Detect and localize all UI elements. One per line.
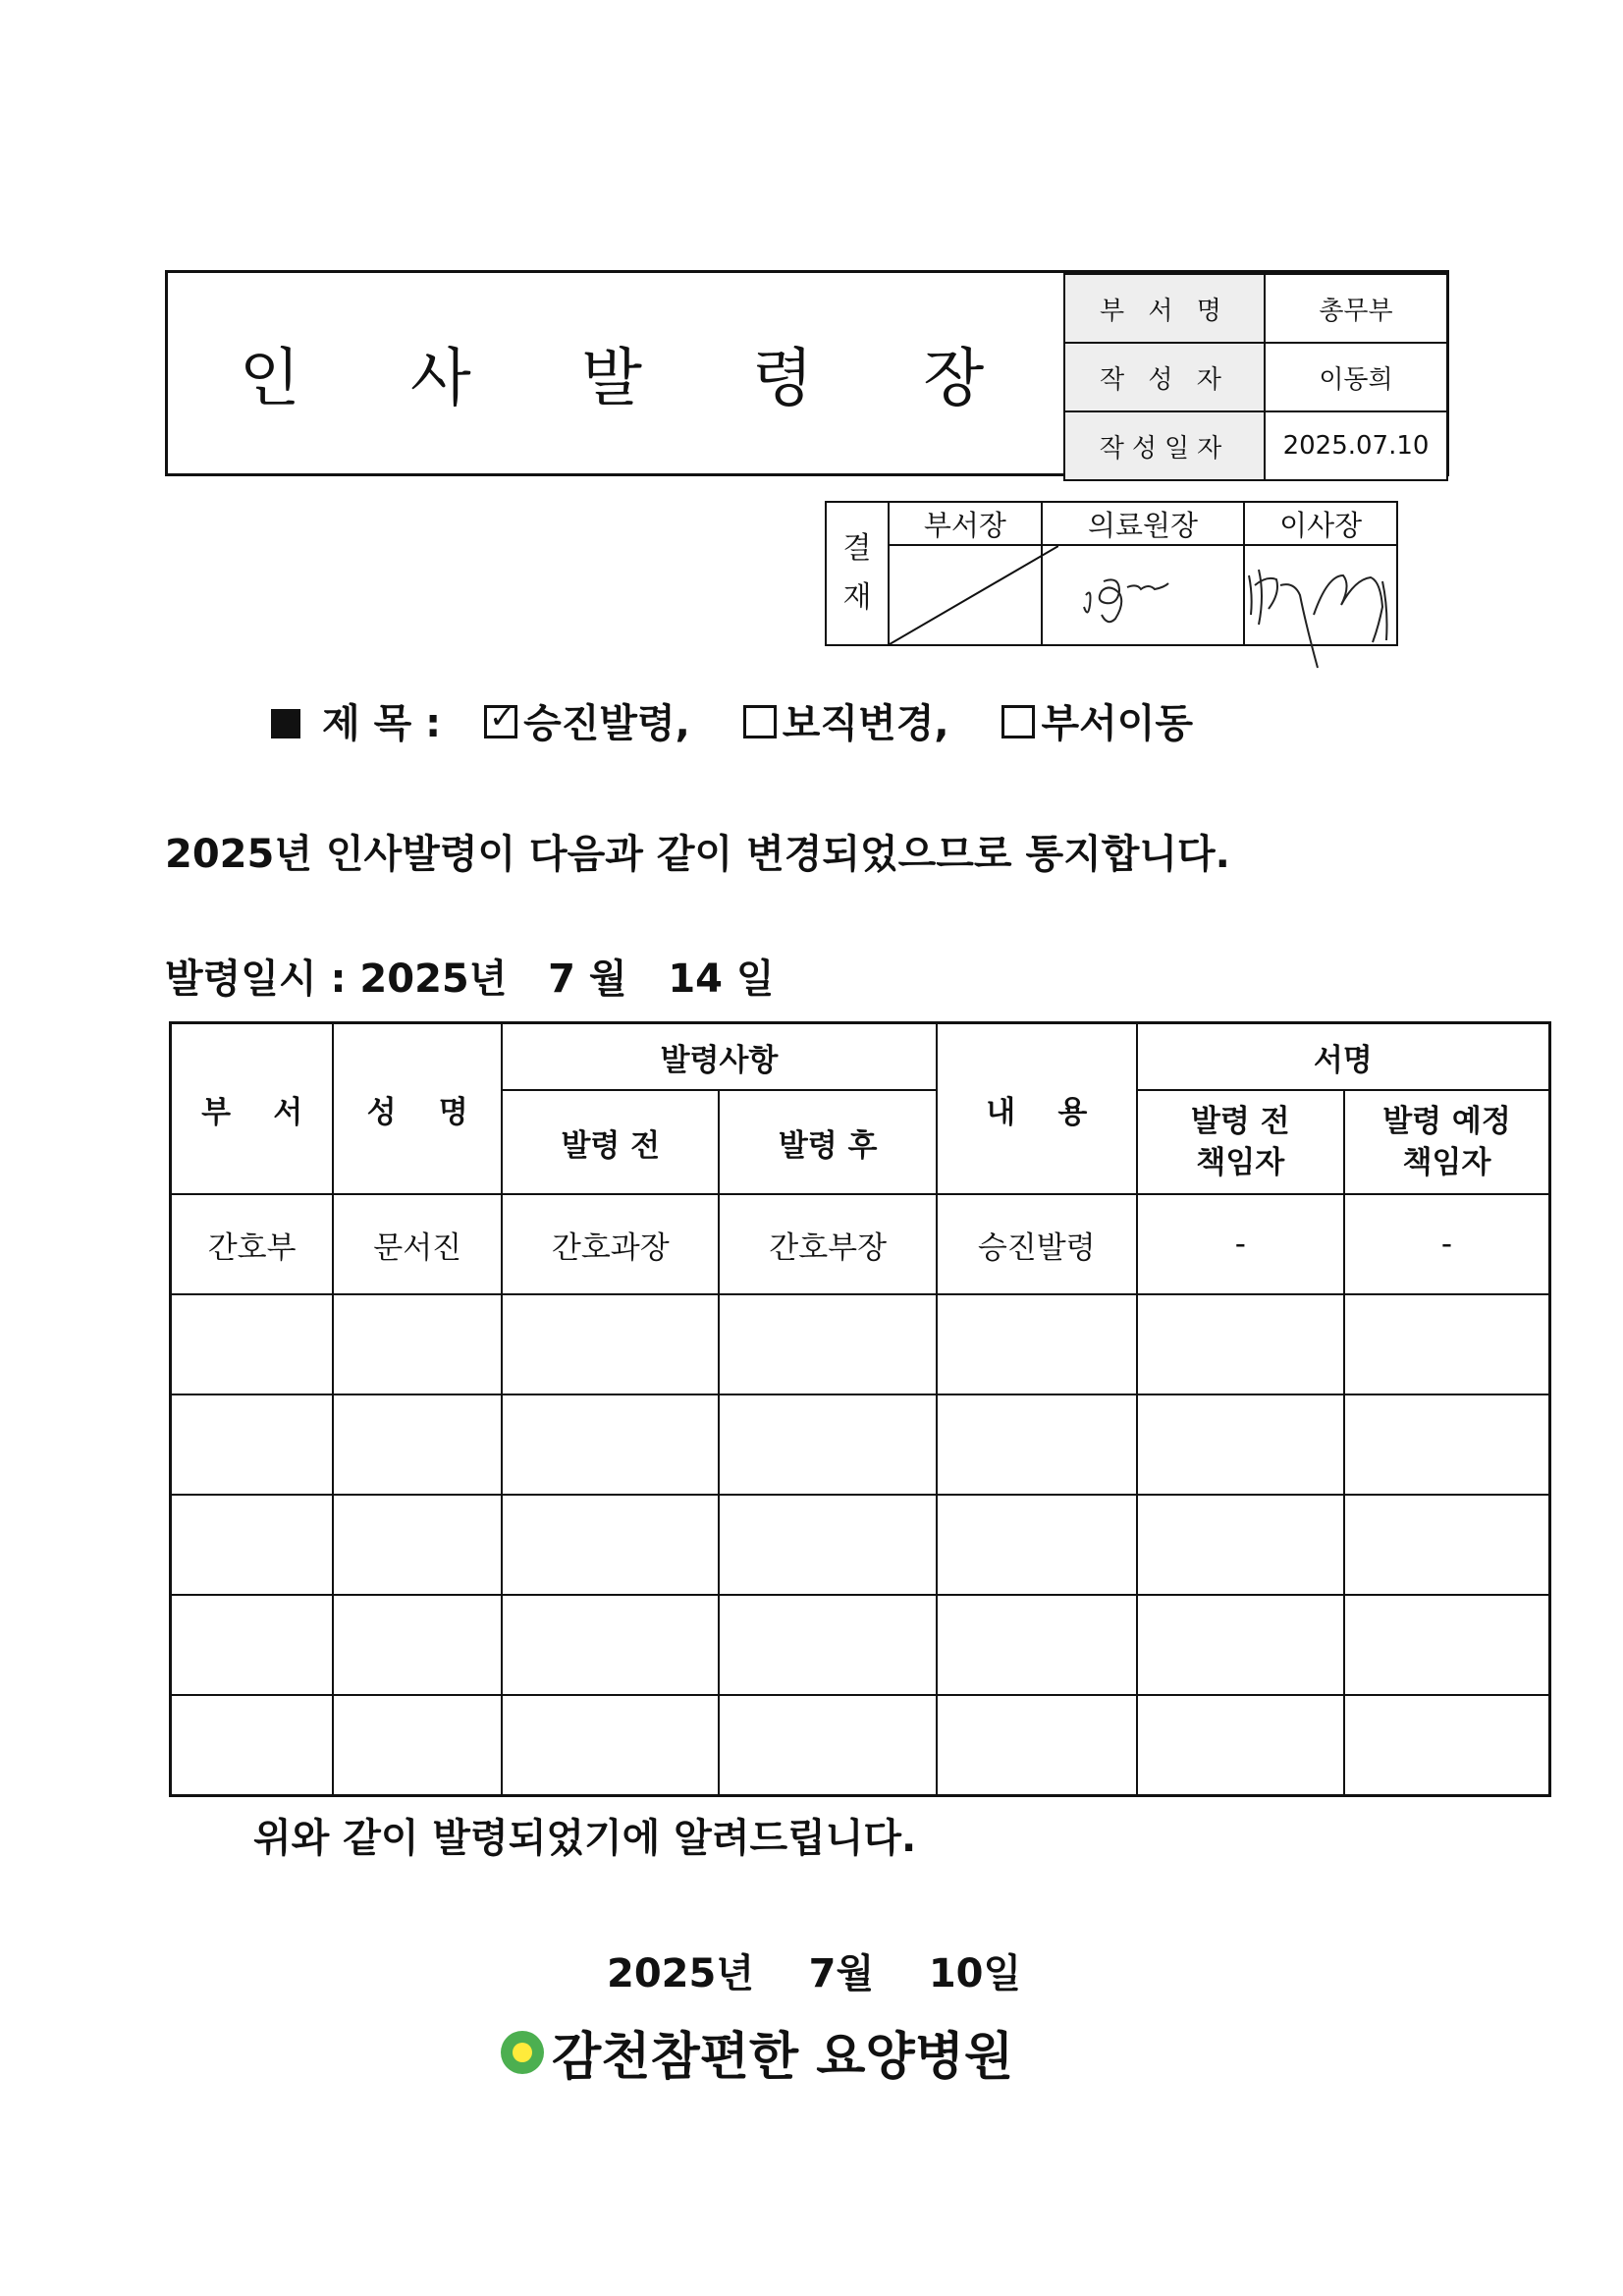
approval-role-3: 이사장 [1244, 502, 1397, 545]
cell-content [937, 1394, 1137, 1495]
cell-before [502, 1294, 719, 1394]
cell-name [333, 1294, 502, 1394]
approval-role-1: 부서장 [889, 502, 1042, 545]
header-sign-group: 서명 [1137, 1023, 1550, 1091]
diagonal-slash [890, 546, 1058, 644]
cell-sign-after [1344, 1695, 1549, 1796]
effective-date: 발령일시 : 2025년 7 월 14 일 [165, 957, 775, 1002]
approval-side-label [826, 502, 889, 645]
cell-dept [171, 1595, 334, 1695]
cell-before [502, 1394, 719, 1495]
table-row [171, 1294, 1550, 1394]
date-value: 2025.07.10 [1265, 411, 1447, 480]
cell-content [937, 1595, 1137, 1695]
hospital-logo-icon [501, 2031, 544, 2074]
header-before: 발령 전 [502, 1090, 719, 1194]
checkbox-position-icon[interactable] [743, 705, 777, 738]
header-after: 발령 후 [719, 1090, 936, 1194]
cell-after [719, 1394, 936, 1495]
cell-dept [171, 1294, 334, 1394]
subject-label: 제 목 : [322, 701, 442, 746]
cell-sign-after: - [1344, 1194, 1549, 1294]
cell-after [719, 1695, 936, 1796]
table-row [171, 1695, 1550, 1796]
option-promotion: 승진발령, [523, 701, 690, 746]
table-row [171, 1495, 1550, 1595]
cell-name [333, 1695, 502, 1796]
header-name: 성 명 [333, 1023, 502, 1195]
option-transfer: 부서이동 [1041, 701, 1194, 746]
cell-dept: 간호부 [171, 1194, 334, 1294]
handwritten-signature-2 [1245, 546, 1432, 703]
option-position-change: 보직변경, [782, 701, 949, 746]
header-dept: 부 서 [171, 1023, 334, 1195]
cell-after: 간호부장 [719, 1194, 936, 1294]
cell-before: 간호과장 [502, 1194, 719, 1294]
author-label: 작 성 자 [1064, 343, 1265, 411]
cell-sign-before [1137, 1394, 1344, 1495]
cell-name [333, 1495, 502, 1595]
cell-content [937, 1695, 1137, 1796]
cell-before [502, 1595, 719, 1695]
cell-dept [171, 1394, 334, 1495]
cell-content [937, 1495, 1137, 1595]
checkbox-transfer-icon[interactable] [1001, 705, 1035, 738]
cell-sign-after [1344, 1595, 1549, 1695]
author-value: 이동희 [1265, 343, 1447, 411]
cell-before [502, 1495, 719, 1595]
cell-dept [171, 1495, 334, 1595]
approval-role-2: 의료원장 [1042, 502, 1244, 545]
approval-sign-1 [889, 545, 1042, 645]
approval-box [825, 501, 1398, 646]
table-row [171, 1194, 1550, 1294]
cell-name: 문서진 [333, 1194, 502, 1294]
cell-before [502, 1695, 719, 1796]
header-box [165, 270, 1449, 476]
personnel-table [169, 1021, 1551, 1797]
info-table [1063, 273, 1448, 481]
date-label: 작성일자 [1064, 411, 1265, 480]
organization-line [501, 2015, 1013, 2089]
header-action-group: 발령사항 [502, 1023, 937, 1091]
header-content: 내 용 [937, 1023, 1137, 1195]
header-sign-after: 발령 예정 책임자 [1344, 1090, 1549, 1194]
table-row [171, 1595, 1550, 1695]
cell-sign-after [1344, 1495, 1549, 1595]
cell-sign-before [1137, 1495, 1344, 1595]
cell-after [719, 1595, 936, 1695]
subject-line [271, 692, 1193, 748]
cell-sign-after [1344, 1394, 1549, 1495]
cell-after [719, 1495, 936, 1595]
notice-text: 2025년 인사발령이 다음과 같이 변경되었으므로 통지합니다. [165, 832, 1230, 877]
dept-value: 총무부 [1265, 274, 1447, 343]
cell-sign-before: - [1137, 1194, 1344, 1294]
checkbox-promotion-icon[interactable] [484, 705, 517, 738]
cell-name [333, 1394, 502, 1495]
cell-content: 승진발령 [937, 1194, 1137, 1294]
organization-name: 감천참편한 요양병원 [552, 2028, 1014, 2087]
square-bullet-icon [271, 709, 300, 738]
cell-sign-before [1137, 1595, 1344, 1695]
cell-name [333, 1595, 502, 1695]
document-title: 인 사 발 령 장 [239, 343, 1030, 415]
approval-sign-2 [1042, 545, 1244, 645]
handwritten-signature-1 [1043, 546, 1212, 644]
sign-date: 2025년 7월 10일 [607, 1951, 1022, 1996]
cell-dept [171, 1695, 334, 1796]
cell-content [937, 1294, 1137, 1394]
header-sign-before: 발령 전 책임자 [1137, 1090, 1344, 1194]
approval-sign-3 [1244, 545, 1397, 645]
approval-side-2: 재 [842, 580, 872, 615]
cell-sign-before [1137, 1294, 1344, 1394]
dept-label: 부 서 명 [1064, 274, 1265, 343]
closing-text: 위와 같이 발령되었기에 알려드립니다. [253, 1816, 917, 1861]
cell-sign-before [1137, 1695, 1344, 1796]
cell-sign-after [1344, 1294, 1549, 1394]
approval-side-1: 결 [842, 531, 872, 566]
table-row [171, 1394, 1550, 1495]
cell-after [719, 1294, 936, 1394]
